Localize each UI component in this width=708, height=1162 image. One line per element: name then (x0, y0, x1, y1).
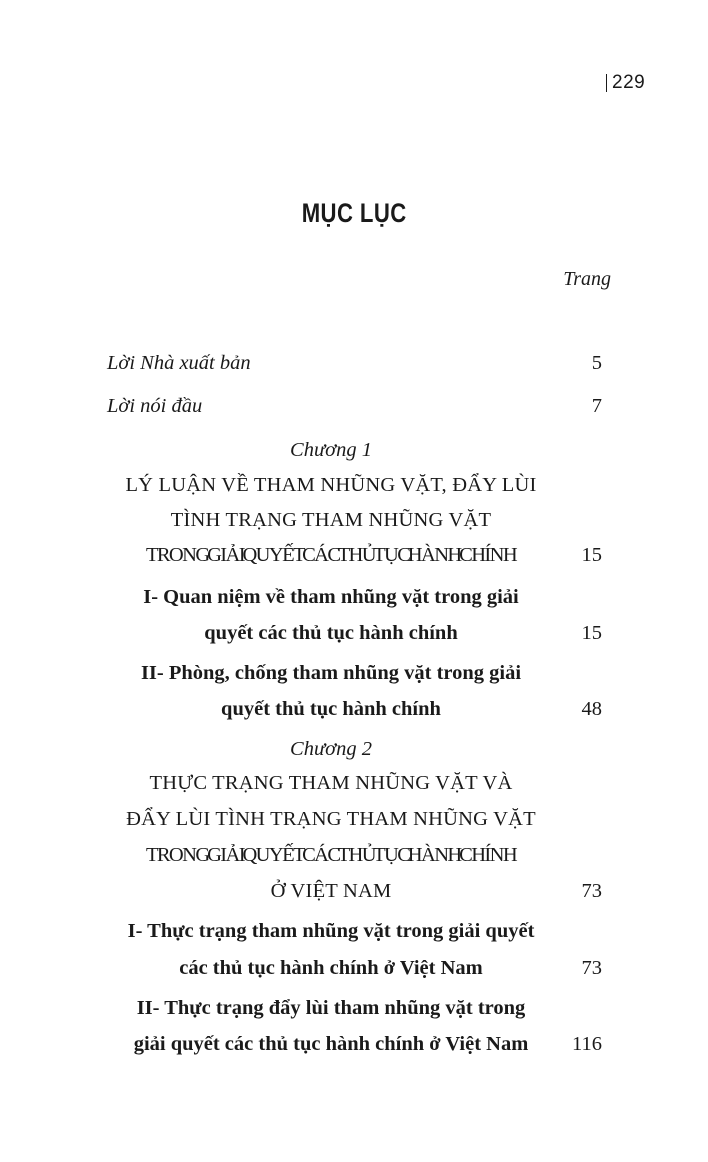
toc-entry-page: 73 (581, 880, 602, 902)
toc-section-2-2-line-1 (0, 997, 708, 1027)
toc-entry-text: Lời Nhà xuất bản (107, 352, 251, 374)
page-column-header: Trang (563, 268, 611, 290)
toc-entry-page: 116 (572, 1033, 602, 1055)
toc-chapter-1-title-line-2 (0, 509, 708, 539)
toc-entry-preface (0, 395, 708, 425)
toc-title: MỤC LỤC (301, 198, 407, 228)
toc-chapter-1-title-line-1 (0, 474, 708, 504)
toc-entry-page: 73 (581, 957, 602, 979)
chapter-title-line: Ở VIỆT NAM (270, 880, 392, 902)
toc-chapter-2-title-line-3 (0, 844, 708, 874)
toc-chapter-2-title-line-2 (0, 808, 708, 838)
section-title-line: quyết các thủ tục hành chính (204, 622, 458, 644)
toc-entry-page: 5 (591, 352, 602, 374)
chapter-title-line: TRONG GIẢI QUYẾT CÁC THỦ TỤC HÀNH CHÍNH (145, 844, 517, 866)
toc-section-1-1-line-2 (0, 622, 708, 652)
toc-section-2-1-line-2 (0, 957, 708, 987)
page-number-value: 229 (612, 72, 646, 93)
toc-section-2-1-line-1 (0, 920, 708, 950)
toc-entry-page: 15 (581, 544, 602, 566)
page-number (606, 72, 645, 94)
toc-chapter-2-title-line-4 (0, 880, 708, 910)
section-title-line: quyết thủ tục hành chính (221, 698, 441, 720)
section-title-line: I- Quan niệm về tham nhũng vặt trong giải (143, 586, 519, 608)
toc-entry-publisher-note (0, 352, 708, 382)
chapter-title-line: LÝ LUẬN VỀ THAM NHŨNG VẶT, ĐẨY LÙI (125, 474, 537, 496)
toc-chapter-1-title-line-3 (0, 544, 708, 574)
section-title-line: giải quyết các thủ tục hành chính ở Việt Nam (133, 1033, 529, 1055)
toc-section-1-1-line-1 (0, 586, 708, 616)
page-number-divider (606, 74, 607, 92)
chapter-title-line: TRONG GIẢI QUYẾT CÁC THỦ TỤC HÀNH CHÍNH (145, 544, 517, 566)
section-title-line: II- Phòng, chống tham nhũng vặt trong giải (140, 662, 522, 684)
toc-section-2-2-line-2 (0, 1033, 708, 1063)
toc-chapter-2-label (0, 738, 708, 768)
chapter-label: Chương 1 (290, 439, 372, 461)
toc-entry-page: 15 (581, 622, 602, 644)
section-title-line: I- Thực trạng tham nhũng vặt trong giải quyết (127, 920, 535, 942)
chapter-label: Chương 2 (290, 738, 372, 760)
chapter-title-line: ĐẨY LÙI TÌNH TRẠNG THAM NHŨNG VẶT (126, 808, 536, 830)
toc-section-1-2-line-1 (0, 662, 708, 692)
section-title-line: II- Thực trạng đẩy lùi tham nhũng vặt trong (136, 997, 526, 1019)
toc-section-1-2-line-2 (0, 698, 708, 728)
toc-chapter-2-title-line-1 (0, 772, 708, 802)
section-title-line: các thủ tục hành chính ở Việt Nam (179, 957, 483, 979)
toc-chapter-1-label (0, 439, 708, 469)
toc-entry-page: 7 (591, 395, 602, 417)
toc-entry-text: Lời nói đầu (107, 395, 203, 417)
chapter-title-line: THỰC TRẠNG THAM NHŨNG VẶT VÀ (149, 772, 513, 794)
chapter-title-line: TÌNH TRẠNG THAM NHŨNG VẶT (170, 509, 492, 531)
toc-entry-page: 48 (581, 698, 602, 720)
